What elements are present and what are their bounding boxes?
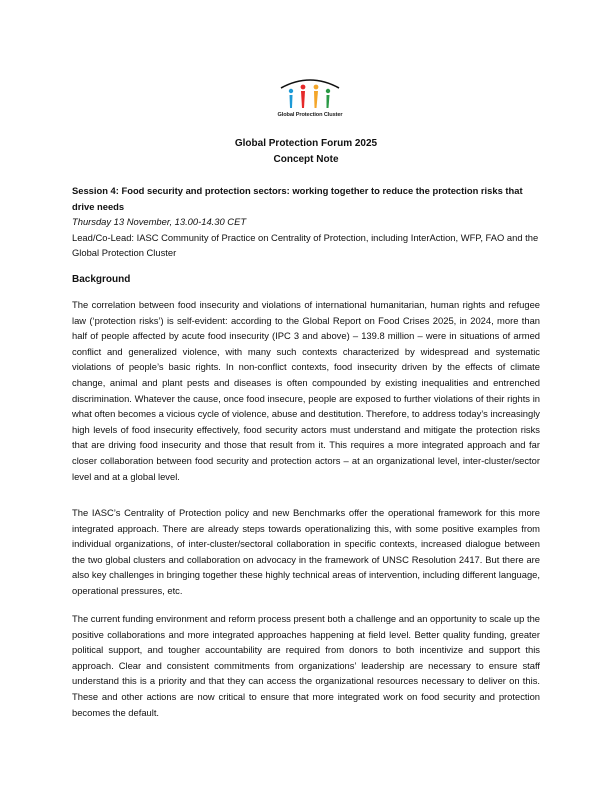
session-date: Thursday 13 November, 13.00-14.30 CET [72,216,247,228]
background-paragraph-1: The correlation between food insecurity and violations of international humanitarian, human rights and refugee law (‘protection risks’) is self-evident: according to the Global Report on Food Crises 2025, in 2024, more than half of people affected by acute food insecurity (IPC 3 and above) – 139.8 million – were in situations of armed conflict and generalized violence, with many such contexts characterized by widespread and systematic violations of people’s basic rights. In non-conflict contexts, food insecurity driven by the effects of climate change, animal and plant pests and diseases is often compounded by existing inequalities and entrenched discrimination. Whatever the cause, once food insecure, people are exposed to further violations of their rights in what often becomes a vicious cycle of violence, abuse and destitution. Therefore, to address today’s increasingly high levels of food insecurity effectively, food security actors must understand and mitigate the protection risks that are driving food insecurity and those that result from it. This requires a more integrated approach and far closer collaboration between food security and protection actors – at an organizational level, inter-cluster/sector level and at a global level. [72,299,540,482]
session-info [72,183,540,261]
logo-text: Global Protection Cluster [277,112,343,118]
background-paragraph-3: The current funding environment and reform process present both a challenge and an opportunity to scale up the positive collaborations and more integrated approaches happening at field level. Better quality funding, greater political support, and tougher accountability are required from donors to both incentivize and support this approach. Clear and consistent commitments from organizations’ leadership are necessary to ensure staff understand this is a priority and that they can access the organizational resources necessary to deliver on this. These and other actions are now critical to ensure that more integrated work on food security and protection becomes the default. [72,613,540,718]
background-heading: Background [72,274,131,285]
session-title: Session 4: Food security and protection sectors: working together to reduce the protection risks that drive needs [72,185,523,212]
document-title: Global Protection Forum 2025 [234,138,378,149]
document-header [0,136,612,168]
document-subtitle: Concept Note [273,154,339,165]
global-protection-cluster-logo [277,74,343,124]
logo-figures-icon [277,74,343,112]
background-paragraph-2: The IASC’s Centrality of Protection policy and new Benchmarks offer the operational framework for this more integrated approach. There are already steps towards operationalizing this, with some positive examples from individual organizations, of inter-cluster/sectoral collaboration in specific contexts, increased dialogue between the two global clusters and collaboration on advocacy in the framework of UNSC Resolution 2417. But there are also key challenges in bringing together these highly technical areas of intervention, including different language, operational pressures, etc. [72,507,540,596]
session-lead: Lead/Co-Lead: IASC Community of Practice on Centrality of Protection, including InterAction, WFP, FAO and the Global Protection Cluster [72,231,539,259]
